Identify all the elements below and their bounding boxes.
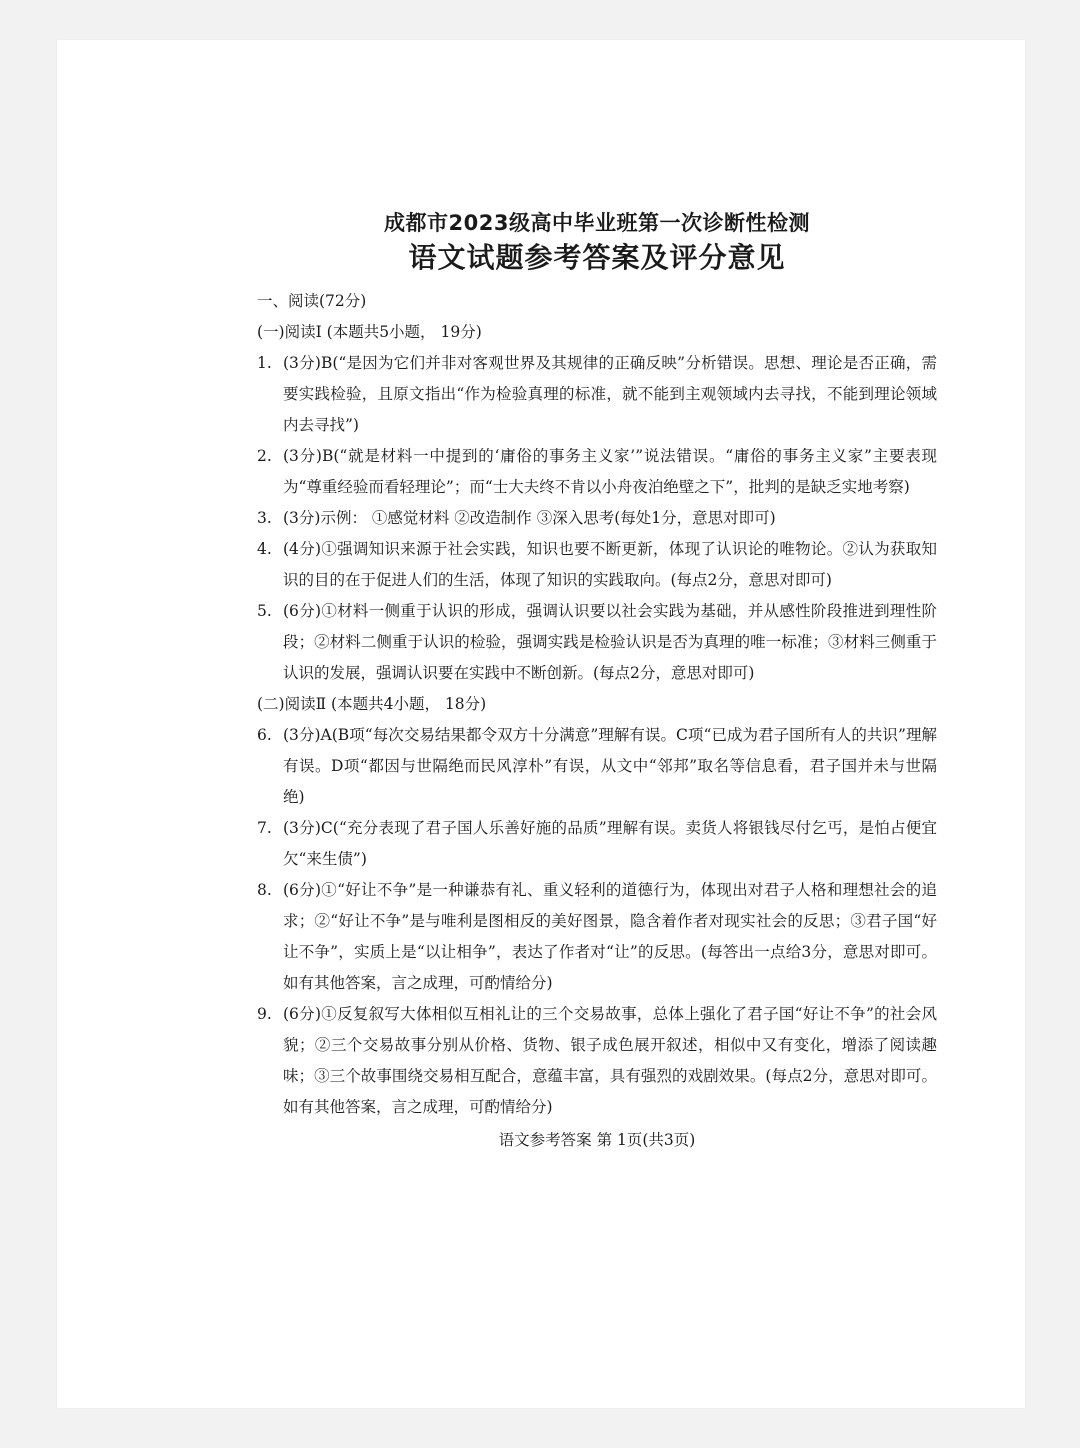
answer-number: 1. [257, 354, 272, 372]
answer-item-2 [257, 441, 937, 503]
answer-text: (3分)A(B项“每次交易结果都令双方十分满意”理解有误。C项“已成为君子国所有人的共识”理解有误。D项“都因与世隔绝而民风淳朴”有误，从文中“邻邦”取名等信息看，君子国并未与世隔绝) [283, 726, 937, 806]
answer-item-3 [257, 503, 937, 534]
answer-number: 2. [257, 447, 272, 465]
part-heading-reading-1: (一)阅读Ⅰ (本题共5小题， 19分) [257, 323, 482, 341]
answer-number: 3. [257, 509, 272, 527]
answer-item-8 [257, 875, 937, 999]
answer-text: (6分)①材料一侧重于认识的形成，强调认识要以社会实践为基础，并从感性阶段推进到理性阶段；②材料二侧重于认识的检验，强调实践是检验认识是否为真理的唯一标准；③材料三侧重于认识的发展，强调认识要在实践中不断创新。(每点2分，意思对即可) [283, 602, 937, 682]
answer-text: (4分)①强调知识来源于社会实践，知识也要不断更新，体现了认识论的唯物论。②认为获取知识的目的在于促进人们的生活，体现了知识的实践取向。(每点2分，意思对即可) [283, 540, 937, 589]
answer-number: 9. [257, 1005, 272, 1023]
answer-item-6 [257, 720, 937, 813]
answer-text: (3分)B(“就是材料一中提到的‘庸俗的事务主义家’”说法错误。“庸俗的事务主义家”主要表现为“尊重经验而看轻理论”；而“士大夫终不肯以小舟夜泊绝壁之下”，批判的是缺乏实地考察) [283, 447, 937, 496]
answer-text: (3分)C(“充分表现了君子国人乐善好施的品质”理解有误。卖货人将银钱尽付乞丐，是怕占便宜欠“来生债”) [283, 819, 937, 868]
page-footer: 语文参考答案 第 1页(共3页) [498, 1131, 696, 1149]
answer-item-7 [257, 813, 937, 875]
answer-item-9 [257, 999, 937, 1123]
section-heading-reading: 一、阅读(72分) [257, 292, 367, 310]
answer-text: (6分)①反复叙写大体相似互相礼让的三个交易故事，总体上强化了君子国“好让不争”的社会风貌；②三个交易故事分别从价格、货物、银子成色展开叙述，相似中又有变化，增添了阅读趣味；③三个故事围绕交易相互配合，意蕴丰富，具有强烈的戏剧效果。(每点2分，意思对即可。如有其他答案，言之成理，可酌情给分) [283, 1005, 937, 1116]
answer-number: 7. [257, 819, 272, 837]
document-title: 成都市2023级高中毕业班第一次诊断性检测 [384, 211, 810, 235]
answer-text: (3分)示例： ①感觉材料 ②改造制作 ③深入思考(每处1分，意思对即可) [283, 509, 776, 527]
document-content [257, 208, 937, 1156]
answer-number: 5. [257, 602, 272, 620]
answer-item-4 [257, 534, 937, 596]
answer-text: (3分)B(“是因为它们并非对客观世界及其规律的正确反映”分析错误。思想、理论是否正确，需要实践检验，且原文指出“作为检验真理的标准，就不能到主观领域内去寻找，不能到理论领域内去寻找”) [283, 354, 937, 434]
document-subtitle: 语文试题参考答案及评分意见 [408, 241, 786, 274]
answer-item-5 [257, 596, 937, 689]
answer-number: 8. [257, 881, 272, 899]
document-page [57, 40, 1025, 1408]
part-heading-reading-2: (二)阅读Ⅱ (本题共4小题， 18分) [257, 695, 487, 713]
answer-number: 6. [257, 726, 272, 744]
answer-item-1 [257, 348, 937, 441]
answer-text: (6分)①“好让不争”是一种谦恭有礼、重义轻利的道德行为，体现出对君子人格和理想社会的追求；②“好让不争”是与唯利是图相反的美好图景，隐含着作者对现实社会的反思；③君子国“好让不争”，实质上是“以让相争”，表达了作者对“让”的反思。(每答出一点给3分，意思对即可。如有其他答案，言之成理，可酌情给分) [283, 881, 937, 992]
answer-number: 4. [257, 540, 272, 558]
